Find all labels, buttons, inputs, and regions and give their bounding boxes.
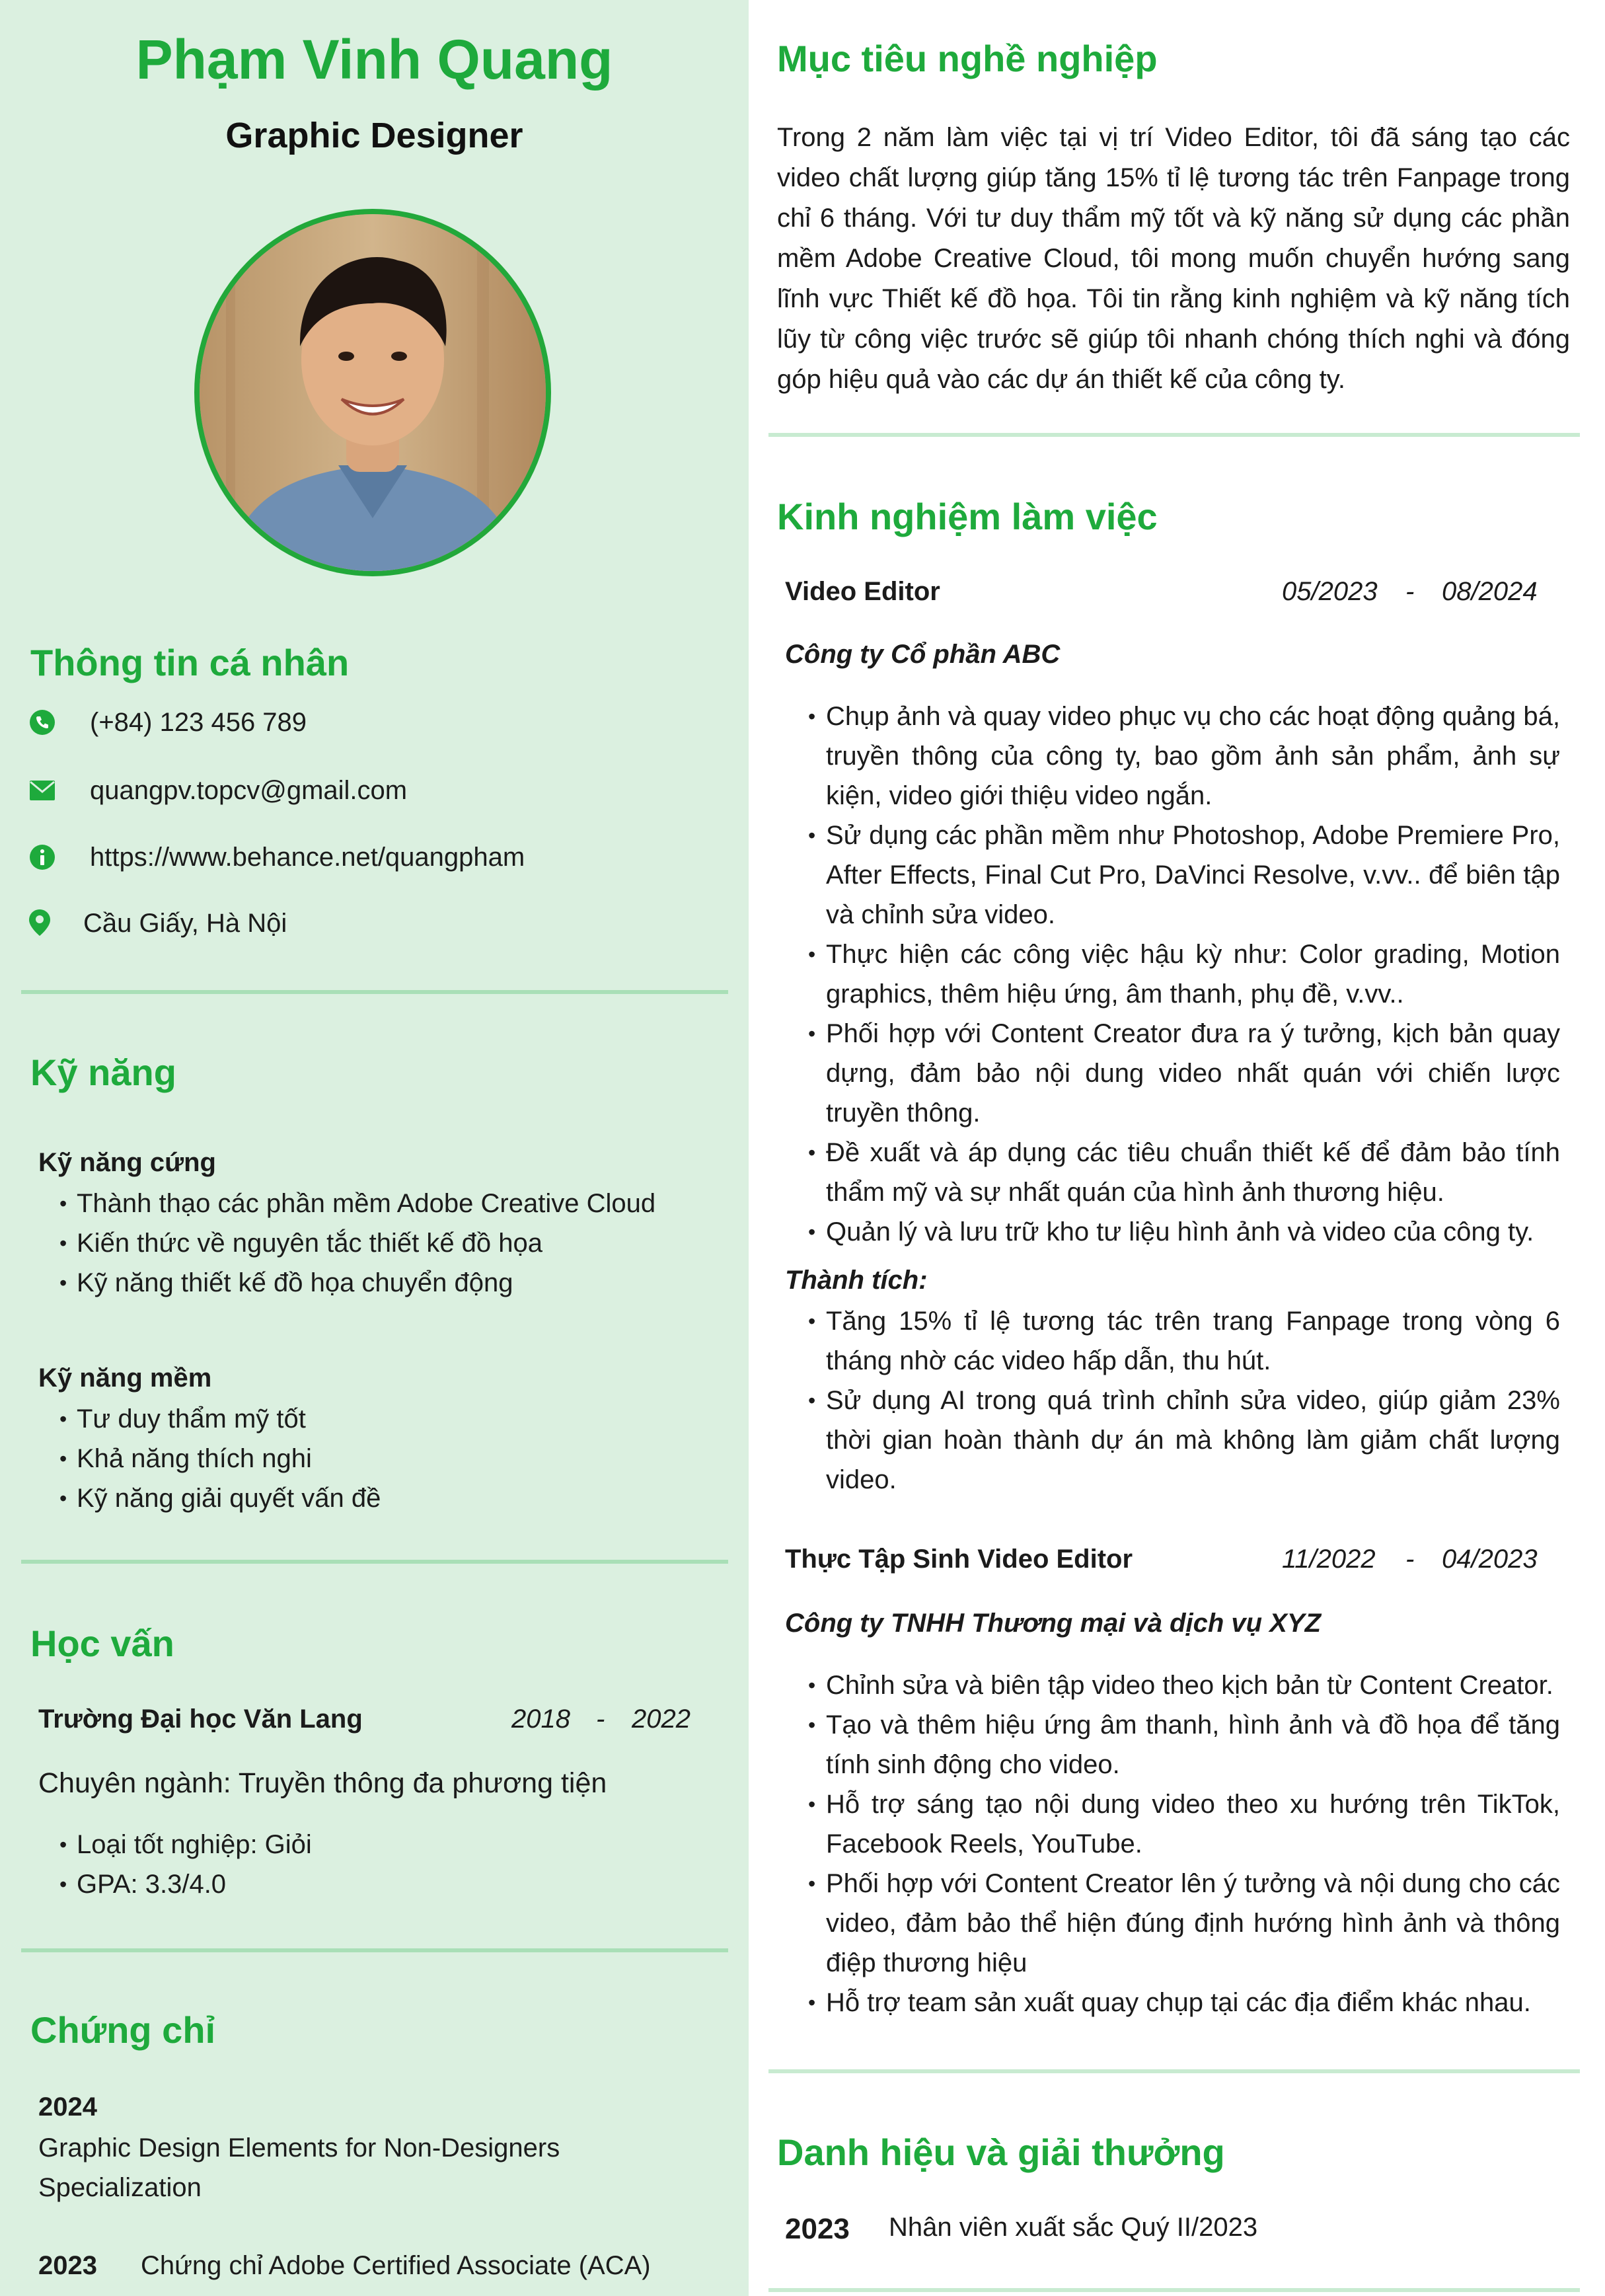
education-start: 2018	[511, 1704, 570, 1734]
certificates-heading: Chứng chỉ	[30, 2009, 216, 2051]
school-name: Trường Đại học Văn Lang	[38, 1704, 363, 1734]
personal-info-heading: Thông tin cá nhân	[30, 642, 350, 683]
achievements-list	[808, 1301, 1560, 1500]
company-name: Công ty TNHH Thương mại và dịch vụ XYZ	[785, 1609, 1322, 1638]
certificate-name: Graphic Design Elements for Non-Designers Specialization	[38, 2133, 560, 2202]
avatar	[194, 209, 551, 576]
divider	[21, 990, 728, 994]
certificate-year: 2023	[38, 2251, 97, 2280]
job-end: 04/2023	[1442, 1545, 1538, 1574]
job-end: 08/2024	[1442, 577, 1538, 606]
list-item: • Phối hợp với Content Creator lên ý tưởng và nội dung cho các video, đảm bảo thể hiện đúng định hướng hình ảnh và thông điệp thương hiệu	[808, 1864, 1560, 1983]
soft-skills-title: Kỹ năng mềm	[38, 1363, 212, 1393]
hard-skills-list	[59, 1184, 707, 1303]
list-item: • Sử dụng AI trong quá trình chỉnh sửa video, giúp giảm 23% thời gian hoàn thành dự án mà không làm giảm chất lượng video.	[808, 1381, 1560, 1500]
certificate-name: Chứng chỉ Adobe Certified Associate (ACA)	[141, 2251, 651, 2280]
award-year: 2023	[785, 2213, 850, 2245]
achievements-label: Thành tích:	[785, 1266, 928, 1295]
job-dash: -	[1405, 1545, 1415, 1574]
website-text: https://www.behance.net/quangpham	[90, 843, 525, 872]
email-text: quangpv.topcv@gmail.com	[90, 776, 408, 805]
awards-heading: Danh hiệu và giải thưởng	[777, 2131, 1225, 2173]
education-end: 2022	[632, 1704, 691, 1734]
education-heading: Học vấn	[30, 1623, 174, 1664]
award-name: Nhân viên xuất sắc Quý II/2023	[889, 2213, 1258, 2242]
education-details	[59, 1825, 707, 1904]
list-item: • Tạo và thêm hiệu ứng âm thanh, hình ảnh và đồ họa để tăng tính sinh động cho video.	[808, 1705, 1560, 1784]
list-item: • Kỹ năng thiết kế đồ họa chuyển động	[59, 1263, 707, 1303]
list-item: • Loại tốt nghiệp: Giỏi	[59, 1825, 707, 1864]
list-item: • Quản lý và lưu trữ kho tư liệu hình ảnh và video của công ty.	[808, 1212, 1560, 1252]
avatar-photo-icon	[200, 214, 546, 571]
location-pin-icon	[26, 909, 53, 936]
list-item: • Kiến thức về nguyên tắc thiết kế đồ họa	[59, 1223, 707, 1263]
phone-icon	[29, 709, 56, 736]
list-item: • Đề xuất và áp dụng các tiêu chuẩn thiết kế để đảm bảo tính thẩm mỹ và sự nhất quán của hình ảnh thương hiệu.	[808, 1133, 1560, 1212]
list-item: • Hỗ trợ team sản xuất quay chụp tại các địa điểm khác nhau.	[808, 1983, 1560, 2022]
divider	[768, 2288, 1580, 2292]
list-item: • Thành thạo các phần mềm Adobe Creative Cloud	[59, 1184, 707, 1223]
job-position: Video Editor	[785, 577, 940, 606]
experience-heading: Kinh nghiệm làm việc	[777, 496, 1158, 537]
education-dash: -	[596, 1704, 605, 1734]
list-item: • Thực hiện các công việc hậu kỳ như: Color grading, Motion graphics, thêm hiệu ứng, âm thanh, phụ đề, v.vv..	[808, 935, 1560, 1014]
job-dash: -	[1405, 577, 1415, 606]
job-tasks	[808, 697, 1560, 1252]
job-tasks	[808, 1665, 1560, 2022]
objective-heading: Mục tiêu nghề nghiệp	[777, 38, 1158, 79]
candidate-name: Phạm Vinh Quang	[135, 28, 613, 91]
divider	[768, 2069, 1580, 2073]
email-icon	[29, 777, 56, 804]
job-start: 05/2023	[1282, 577, 1378, 606]
list-item: • Khả năng thích nghi	[59, 1439, 707, 1478]
major: Chuyên ngành: Truyền thông đa phương tiện	[38, 1767, 607, 1799]
list-item: • Tăng 15% tỉ lệ tương tác trên trang Fanpage trong vòng 6 tháng nhờ các video hấp dẫn, thu hút.	[808, 1301, 1560, 1381]
list-item: • Tư duy thẩm mỹ tốt	[59, 1399, 707, 1439]
skills-heading: Kỹ năng	[30, 1052, 176, 1093]
phone-text: (+84) 123 456 789	[90, 708, 307, 737]
list-item: • Sử dụng các phần mềm như Photoshop, Adobe Premiere Pro, After Effects, Final Cut Pro, DaVinci Resolve, v.vv.. để biên tập và chỉnh sửa video.	[808, 816, 1560, 935]
address-text: Cầu Giấy, Hà Nội	[83, 909, 287, 938]
job-title: Graphic Designer	[225, 116, 523, 155]
hard-skills-title: Kỹ năng cứng	[38, 1148, 216, 1177]
job-position: Thực Tập Sinh Video Editor	[785, 1545, 1133, 1574]
objective-text: Trong 2 năm làm việc tại vị trí Video Editor, tôi đã sáng tạo các video chất lượng giúp tăng 15% tỉ lệ tương tác trên Fanpage trong chỉ 6 tháng. Với tư duy thẩm mỹ tốt và kỹ năng sử dụng các phần mềm Adobe Creative Cloud, tôi mong muốn chuyển hướng sang lĩnh vực Thiết kế đồ họa. Tôi tin rằng kinh nghiệm và kỹ năng tích lũy từ công việc trước sẽ giúp tôi nhanh chóng thích nghi và đóng góp hiệu quả vào các dự án thiết kế của công ty.	[777, 123, 1570, 394]
info-icon	[29, 844, 56, 870]
list-item: • Hỗ trợ sáng tạo nội dung video theo xu hướng trên TikTok, Facebook Reels, YouTube.	[808, 1784, 1560, 1864]
list-item: • Kỹ năng giải quyết vấn đề	[59, 1478, 707, 1518]
divider	[21, 1560, 728, 1564]
list-item: • Chỉnh sửa và biên tập video theo kịch bản từ Content Creator.	[808, 1665, 1560, 1705]
divider	[768, 433, 1580, 437]
divider	[21, 1948, 728, 1952]
job-start: 11/2022	[1282, 1545, 1376, 1574]
certificate-year: 2024	[38, 2092, 97, 2122]
company-name: Công ty Cổ phần ABC	[785, 640, 1061, 669]
soft-skills-list	[59, 1399, 707, 1518]
list-item: • Phối hợp với Content Creator đưa ra ý tưởng, kịch bản quay dựng, đảm bảo nội dung video nhất quán với chiến lược truyền thông.	[808, 1014, 1560, 1133]
list-item: • Chụp ảnh và quay video phục vụ cho các hoạt động quảng bá, truyền thông của công ty, bao gồm ảnh sản phẩm, ảnh sự kiện, video giới thiệu video ngắn.	[808, 697, 1560, 816]
list-item: • GPA: 3.3/4.0	[59, 1864, 707, 1904]
